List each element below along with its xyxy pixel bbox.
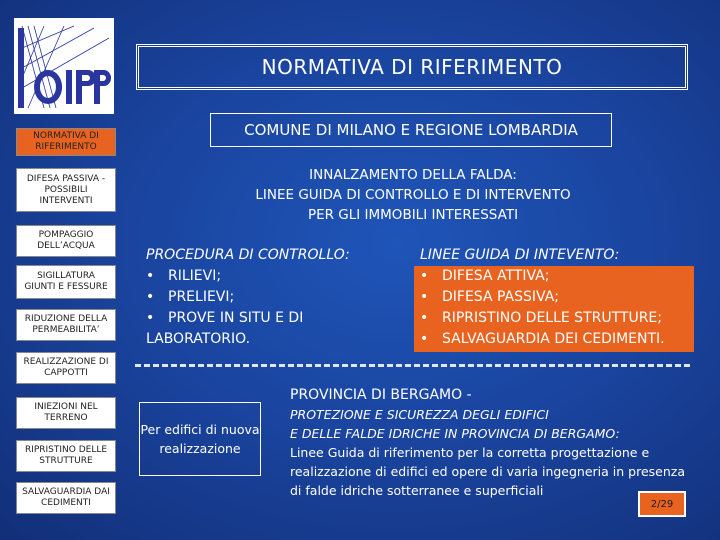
procedura-heading: PROCEDURA DI CONTROLLO: (146, 247, 350, 263)
linee-item: • DIFESA ATTIVA; (420, 266, 694, 287)
sidebar-item-cappotti[interactable]: REALIZZAZIONE DI CAPPOTTI (16, 352, 116, 384)
protezione-text (290, 405, 690, 500)
sidebar-item-sigillatura[interactable]: SIGILLATURA GIUNTI E FESSURE (16, 265, 116, 299)
protezione-line-1: PROTEZIONE E SICUREZZA DEGLI EDIFICI (290, 407, 549, 422)
linee-list (414, 266, 694, 352)
comune-heading: COMUNE DI MILANO E REGIONE LOMBARDIA (210, 113, 612, 147)
sidebar-item-difesa-passiva[interactable]: DIFESA PASSIVA - POSSIBILI INTERVENTI (16, 168, 116, 212)
sidebar-item-pompaggio[interactable]: POMPAGGIO DELL’ACQUA (16, 225, 116, 257)
sidebar-item-salvaguardia[interactable]: SALVAGUARDIA DAI CEDIMENTI (16, 482, 116, 514)
procedura-item: • PRELIEVI; (146, 287, 396, 308)
sidebar-item-normativa[interactable]: NORMATIVA DI RIFERIMENTO (16, 128, 116, 156)
linee-item: • SALVAGUARDIA DEI CEDIMENTI. (420, 329, 694, 350)
linee-item: • RIPRISTINO DELLE STRUTTURE; (420, 308, 694, 329)
procedura-list (146, 266, 396, 329)
linee-guida (414, 245, 694, 352)
dashed-divider (135, 364, 690, 367)
nuova-realizzazione-box: Per edifici di nuova realizzazione (139, 402, 261, 476)
sidebar-item-iniezioni[interactable]: INIEZIONI NEL TERRENO (16, 397, 116, 429)
linee-item: • DIFESA PASSIVA; (420, 287, 694, 308)
procedura-tail: LABORATORIO. (146, 331, 251, 347)
page-title: NORMATIVA DI RIFERIMENTO (136, 44, 688, 90)
page-number: 2/29 (638, 491, 686, 517)
procedura-item: • PROVE IN SITU E DI (146, 308, 396, 329)
procedura-controllo (146, 245, 396, 350)
procedura-item: • RILIEVI; (146, 266, 396, 287)
linee-heading: LINEE GUIDA DI INTEVENTO: (420, 247, 620, 263)
protezione-body: Linee Guida di riferimento per la corretta progettazione e realizzazione di edifici ed opere di varia ingegneria in presenza di falde idriche sotterranee e superficiali (290, 445, 685, 498)
sidebar-item-permeabilita[interactable]: RIDUZIONE DELLA PERMEABILITA’ (16, 309, 116, 341)
oipp-logo (14, 18, 114, 114)
falda-line-2: LINEE GUIDA DI CONTROLLO E DI INTERVENTO (255, 187, 571, 203)
falda-line-3: PER GLI IMMOBILI INTERESSATI (307, 207, 519, 223)
falda-heading (200, 165, 626, 225)
sidebar-item-ripristino[interactable]: RIPRISTINO DELLE STRUTTURE (16, 440, 116, 472)
protezione-line-2: E DELLE FALDE IDRICHE IN PROVINCIA DI BERGAMO: (290, 426, 620, 441)
falda-line-1: INNALZAMENTO DELLA FALDA: (309, 167, 517, 183)
provincia-heading: PROVINCIA DI BERGAMO - (290, 387, 472, 403)
oipp-logo-mark (14, 18, 114, 114)
